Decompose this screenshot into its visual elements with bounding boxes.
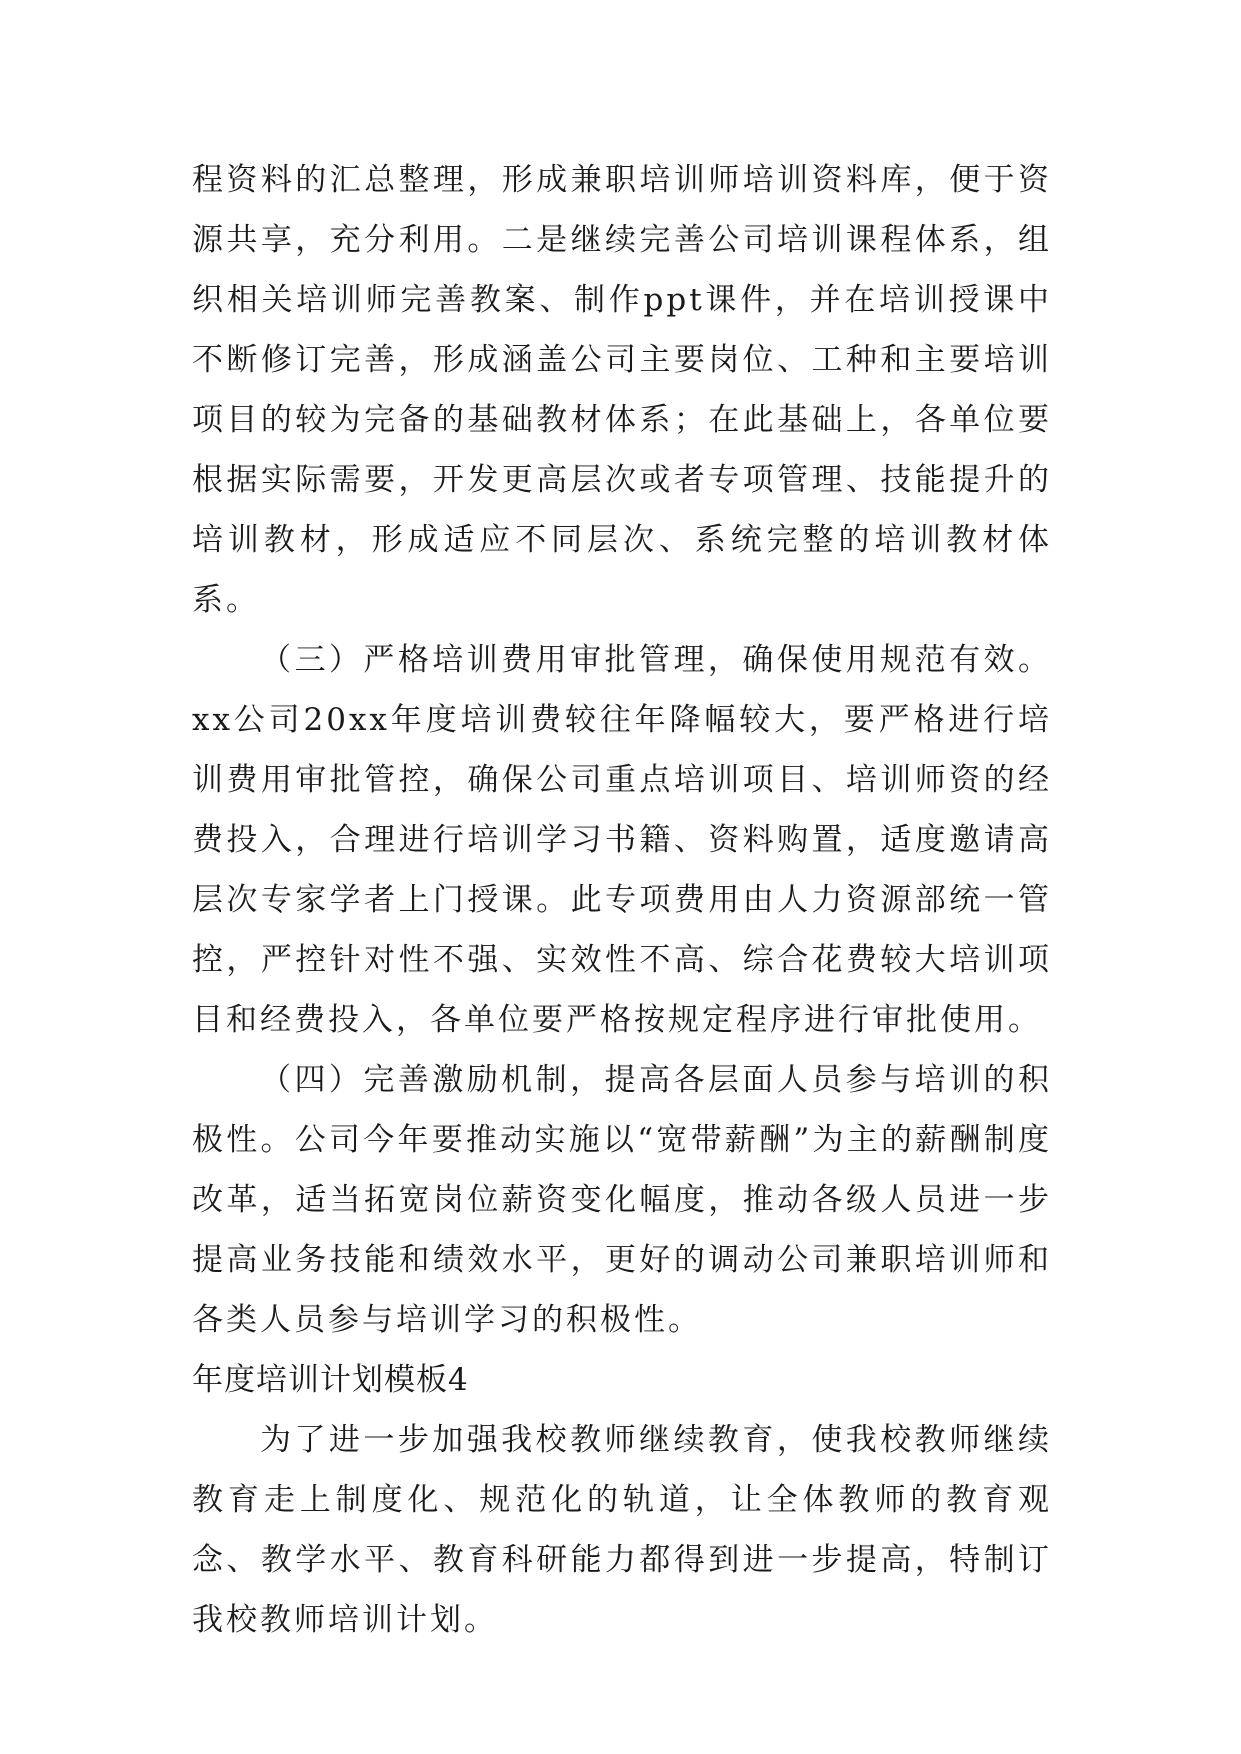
paragraph-continuation: 程资料的汇总整理，形成兼职培训师培训资料库，便于资源共享，充分利用。二是继续完善公司培训课程体系，组织相关培训师完善教案、制作ppt课件，并在培训授课中不断修订完善，形成涵盖公司主要岗位、工种和主要培训项目的较为完备的基础教材体系；在此基础上，各单位要根据实际需要，开发更高层次或者专项管理、技能提升的培训教材，形成适应不同层次、系统完整的培训教材体系。: [192, 162, 1052, 618]
paragraph-section-four: （四）完善激励机制，提高各层面人员参与培训的积极性。公司今年要推动实施以“宽带薪酬”为主的薪酬制度改革，适当拓宽岗位薪资变化幅度，推动各级人员进一步提高业务技能和绩效水平，更好的调动公司兼职培训师和各类人员参与培训学习的积极性。: [192, 1062, 1052, 1338]
document-body: [192, 150, 1052, 1650]
paragraph-intro: 为了进一步加强我校教师继续教育，使我校教师继续教育走上制度化、规范化的轨道，让全体教师的教育观念、教学水平、教育科研能力都得到进一步提高，特制订我校教师培训计划。: [192, 1422, 1052, 1638]
paragraph-section-three: （三）严格培训费用审批管理，确保使用规范有效。xx公司20xx年度培训费较往年降幅较大，要严格进行培训费用审批管控，确保公司重点培训项目、培训师资的经费投入，合理进行培训学习书籍、资料购置，适度邀请高层次专家学者上门授课。此专项费用由人力资源部统一管控，严控针对性不强、实效性不高、综合花费较大培训项目和经费投入，各单位要严格按规定程序进行审批使用。: [192, 642, 1052, 1038]
section-title: 年度培训计划模板4: [192, 1362, 469, 1398]
